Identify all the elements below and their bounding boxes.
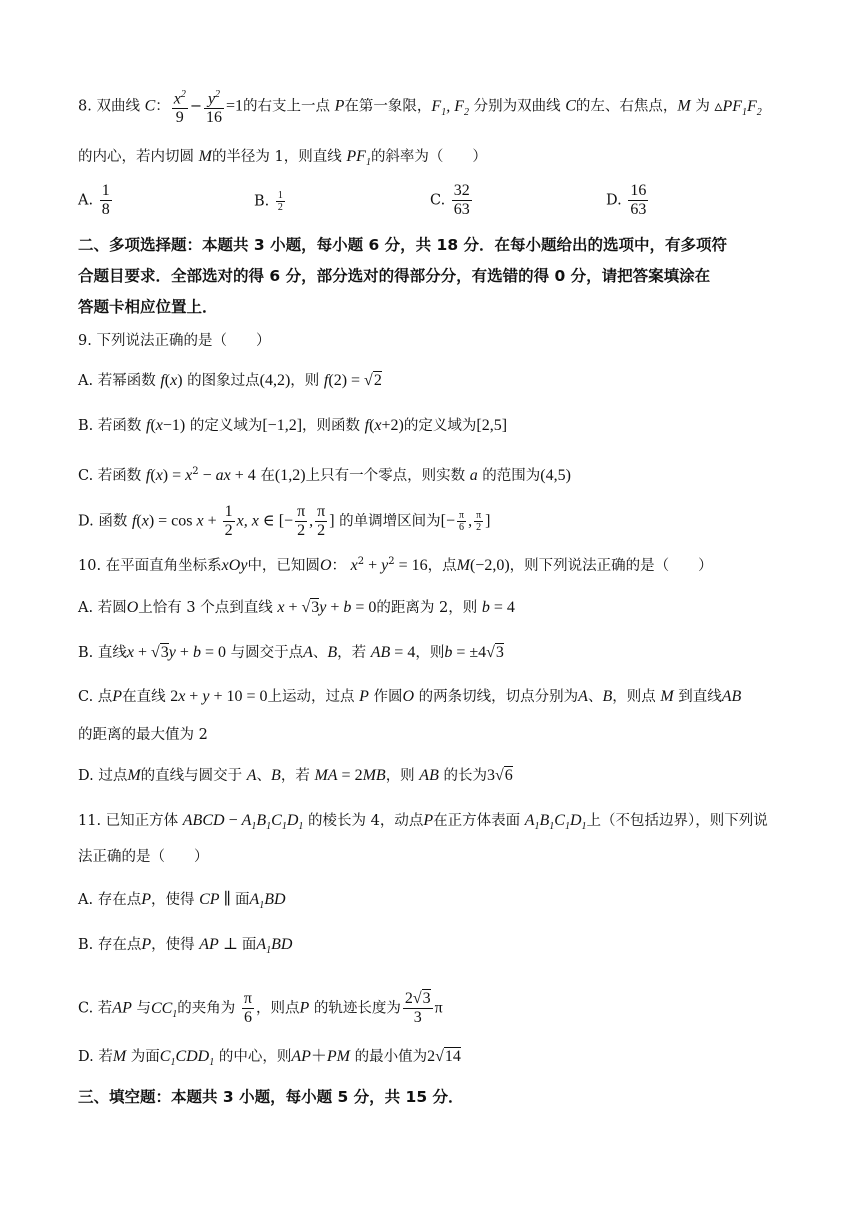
q10-text: 的长为 bbox=[443, 768, 487, 784]
option-frac: $\frac{16}{63}$ bbox=[630, 182, 647, 218]
q8-text: 的内心，若内切圆 bbox=[78, 149, 194, 165]
q11-text: 的棱长为 4，动点 bbox=[308, 813, 424, 829]
math-var: C bbox=[565, 97, 576, 115]
q11-text: 与 bbox=[136, 1000, 151, 1017]
math-var: C bbox=[144, 97, 156, 115]
q10-option-a: A. 若圆O上恰有 3 个点到直线 x + √3y + b = 0的距离为 2，则 b = 4 bbox=[78, 599, 515, 616]
q9-option-d: D. 函数 f(x) = cos x + $\frac{1}{2}$ x, x ∈ [− $\frac{\pi}{2}$ , $\frac{\pi}{2}$ ] 的单调增区间为[− $\frac{\pi}{6}$ , $\frac{\pi}{2}$ ] bbox=[78, 503, 491, 539]
frac-y2-16: $\frac{y^2}{16}$ bbox=[204, 86, 224, 127]
q8-text: 的左、右焦点， bbox=[575, 98, 678, 115]
q10-text: 10. 在平面直角坐标系 bbox=[78, 557, 222, 574]
q10-text: C. 点 bbox=[78, 689, 113, 705]
q9-text: ，则 bbox=[290, 373, 320, 389]
q9-text: A. 若幂函数 bbox=[78, 373, 156, 389]
option-label: D. bbox=[606, 192, 622, 209]
question-10-stem: 10. 在平面直角坐标系xOy中，已知圆O： $x^2 + y^2 = 16$，点M(−2,0)，则下列说法正确的是（ ） bbox=[78, 556, 713, 574]
q11-text: A. 存在点 bbox=[78, 892, 142, 908]
q9-text: 的定义域为 bbox=[189, 418, 263, 434]
q11-text: ，则点 bbox=[255, 1000, 300, 1017]
q10-text: A. 若圆 bbox=[78, 600, 127, 616]
section-3-heading: 三、填空题：本题共 3 小题，每小题 5 分，共 15 分． bbox=[78, 1088, 464, 1106]
q10-text: ，则 bbox=[415, 645, 445, 661]
question-9-stem: 9. 下列说法正确的是（ ） bbox=[78, 333, 271, 349]
q11-text: B. 存在点 bbox=[78, 937, 142, 953]
q11-option-c: C. 若AP 与$CC_1$的夹角为 $\frac{\pi}{6}$ ，则点P 的轨迹长度为 $\frac{2√3}{3}$ π bbox=[78, 990, 443, 1026]
q9-text: C. 若函数 bbox=[78, 467, 142, 484]
q8-text: 双曲线 bbox=[96, 98, 140, 115]
q9-text: B. 若函数 bbox=[78, 418, 142, 434]
section-2-heading-line-1: 二、多项选择题：本题共 3 小题，每小题 6 分，共 18 分．在每小题给出的选项中，有多项符 bbox=[78, 236, 728, 254]
q10-text: 中，已知圆 bbox=[247, 557, 320, 574]
question-number: 8. bbox=[78, 98, 92, 115]
q10-text: ，则 bbox=[385, 768, 415, 784]
q11-text: 上（不包括边界），则下列说 bbox=[586, 813, 768, 829]
option-label: B. bbox=[254, 193, 270, 210]
q11-text: ，使得 bbox=[151, 937, 195, 953]
q11-text: 的夹角为 bbox=[177, 1000, 236, 1017]
q10-text: ，则下列说法正确的是（ ） bbox=[509, 557, 713, 574]
q9-text: 上只有一个零点，则实数 bbox=[305, 467, 466, 484]
math-var: M bbox=[198, 148, 212, 165]
question-11-stem-line-2: 法正确的是（ ） bbox=[78, 849, 209, 865]
q10-text: 作圆 bbox=[373, 689, 403, 705]
q10-text: 到直线 bbox=[678, 689, 722, 705]
q11-text: 11. 已知正方体 bbox=[78, 813, 179, 829]
q8-option-b bbox=[254, 190, 287, 213]
q10-text: 上运动，过点 bbox=[267, 689, 355, 705]
q11-text: 的轨迹长度为 bbox=[313, 1000, 401, 1017]
q10-text: 与圆交于点 bbox=[230, 645, 304, 661]
q9-text: ，则函数 bbox=[302, 418, 361, 434]
q11-text: 为面 bbox=[130, 1049, 160, 1065]
section-2-heading-line-2: 合题目要求．全部选对的得 6 分，部分选对的得部分分，有选错的得 0 分，请把答案填涂在 bbox=[78, 267, 711, 285]
q10-option-d: D. 过点M的直线与圆交于 A、B，若 MA = 2MB，则 AB 的长为3√6 bbox=[78, 767, 513, 784]
q10-text: ，若 bbox=[337, 645, 367, 661]
option-label: C. bbox=[430, 192, 446, 209]
section-2-heading-line-3: 答题卡相应位置上． bbox=[78, 298, 218, 316]
q10-text: 的距离为 2，则 bbox=[376, 600, 478, 616]
q8-text: 为 bbox=[695, 98, 710, 115]
q10-text: 的两条切线，切点分别为 bbox=[418, 689, 579, 705]
q11-text: 面 bbox=[241, 937, 257, 953]
q9-option-b: B. 若函数 f(x−1) 的定义域为[−1,2]，则函数 f(x+2)的定义域为[2,5] bbox=[78, 417, 508, 434]
q11-text: 的最小值为 bbox=[354, 1049, 428, 1065]
q10-text: ，点 bbox=[427, 557, 457, 574]
q9-text: 在 bbox=[260, 467, 275, 484]
q8-text: 分别为双曲线 bbox=[473, 98, 561, 115]
q9-text: 的单调增区间为 bbox=[339, 513, 441, 530]
q9-text: 的定义域为 bbox=[403, 418, 477, 434]
q11-text: C. 若 bbox=[78, 1000, 113, 1017]
q10-text: ，若 bbox=[280, 768, 310, 784]
q11-option-b: B. 存在点P，使得 AP ⊥ 面$A_1BD$ bbox=[78, 936, 293, 957]
q8-option-c bbox=[430, 182, 474, 219]
q10-text: D. 过点 bbox=[78, 768, 128, 784]
q10-option-c-line-2: 的距离的最大值为 2 bbox=[78, 727, 208, 743]
q11-text: 在正方体表面 bbox=[433, 813, 521, 829]
q11-text: 的中心，则 bbox=[218, 1049, 292, 1065]
q8-text: 的右支上一点 bbox=[243, 98, 331, 115]
math-var: M bbox=[677, 97, 691, 115]
option-frac: $\frac{1}{8}$ bbox=[101, 182, 110, 218]
q11-option-a: A. 存在点P，使得 CP ∥ 面$A_1BD$ bbox=[78, 891, 286, 912]
q11-text: D. 若 bbox=[78, 1049, 113, 1065]
q9-option-a: A. 若幂函数 f(x) 的图象过点(4,2)，则 f(2) = √2 bbox=[78, 372, 382, 389]
q10-text: 的直线与圆交于 bbox=[140, 768, 243, 784]
q10-text: 上恰有 3 个点到直线 bbox=[138, 600, 273, 616]
q8-option-d bbox=[606, 182, 650, 219]
q8-text: 的斜率为（ ） bbox=[370, 149, 487, 165]
option-frac: $\frac{32}{63}$ bbox=[453, 182, 470, 218]
frac-x2-9: $\frac{x^2}{9}$ bbox=[172, 86, 188, 127]
q10-text: 在直线 bbox=[122, 689, 166, 705]
q10-option-c-line-1: C. 点P在直线 2x + y + 10 = 0上运动，过点 P 作圆O 的两条切线，切点分别为A、B，则点 M 到直线AB bbox=[78, 688, 742, 705]
q9-text: 的范围为 bbox=[482, 467, 541, 484]
q11-option-d: D. 若M 为面$C_1CDD_1$ 的中心，则AP＋PM 的最小值为2√14 bbox=[78, 1048, 461, 1069]
q9-option-c: C. 若函数 $f(x) = x^2$ − ax + 4 在(1,2)上只有一个零点，则实数 a 的范围为(4,5) bbox=[78, 466, 571, 484]
q10-text: B. 直线 bbox=[78, 645, 127, 661]
q8-text: 的半径为 1，则直线 bbox=[211, 149, 342, 165]
q9-text: D. 函数 bbox=[78, 513, 128, 530]
q10-option-b: B. 直线x + √3y + b = 0 与圆交于点A、B，若 AB = 4，则b = ±4√3 bbox=[78, 644, 504, 661]
option-frac: $\frac{1}{2}$ bbox=[277, 190, 283, 213]
question-11-stem-line-1: 11. 已知正方体 ABCD − $A_1B_1C_1D_1$ 的棱长为 4，动点P在正方体表面 $A_1B_1C_1D_1$上（不包括边界），则下列说 bbox=[78, 812, 768, 833]
option-label: A. bbox=[78, 192, 94, 209]
q9-text: 的图象过点 bbox=[187, 373, 260, 389]
q11-text: ，使得 bbox=[150, 892, 195, 908]
q11-text: 面 bbox=[234, 892, 250, 908]
q10-text: ，则点 bbox=[612, 689, 656, 705]
q8-option-a bbox=[78, 182, 114, 219]
question-8-line-1: 8. 双曲线 C： $\frac{x^2}{9}$ − $\frac{y^2}{16}$ =1的右支上一点 P在第一象限，$F_1$, $F_2$ 分别为双曲线 C的左、右焦点，M 为 $▵PF_1F_2$ bbox=[78, 86, 790, 127]
math-var: P bbox=[334, 97, 345, 115]
q8-text: 在第一象限， bbox=[344, 98, 432, 115]
question-8-line-2: 的内心，若内切圆 M的半径为 1，则直线 $PF_1$的斜率为（ ） bbox=[78, 148, 487, 169]
